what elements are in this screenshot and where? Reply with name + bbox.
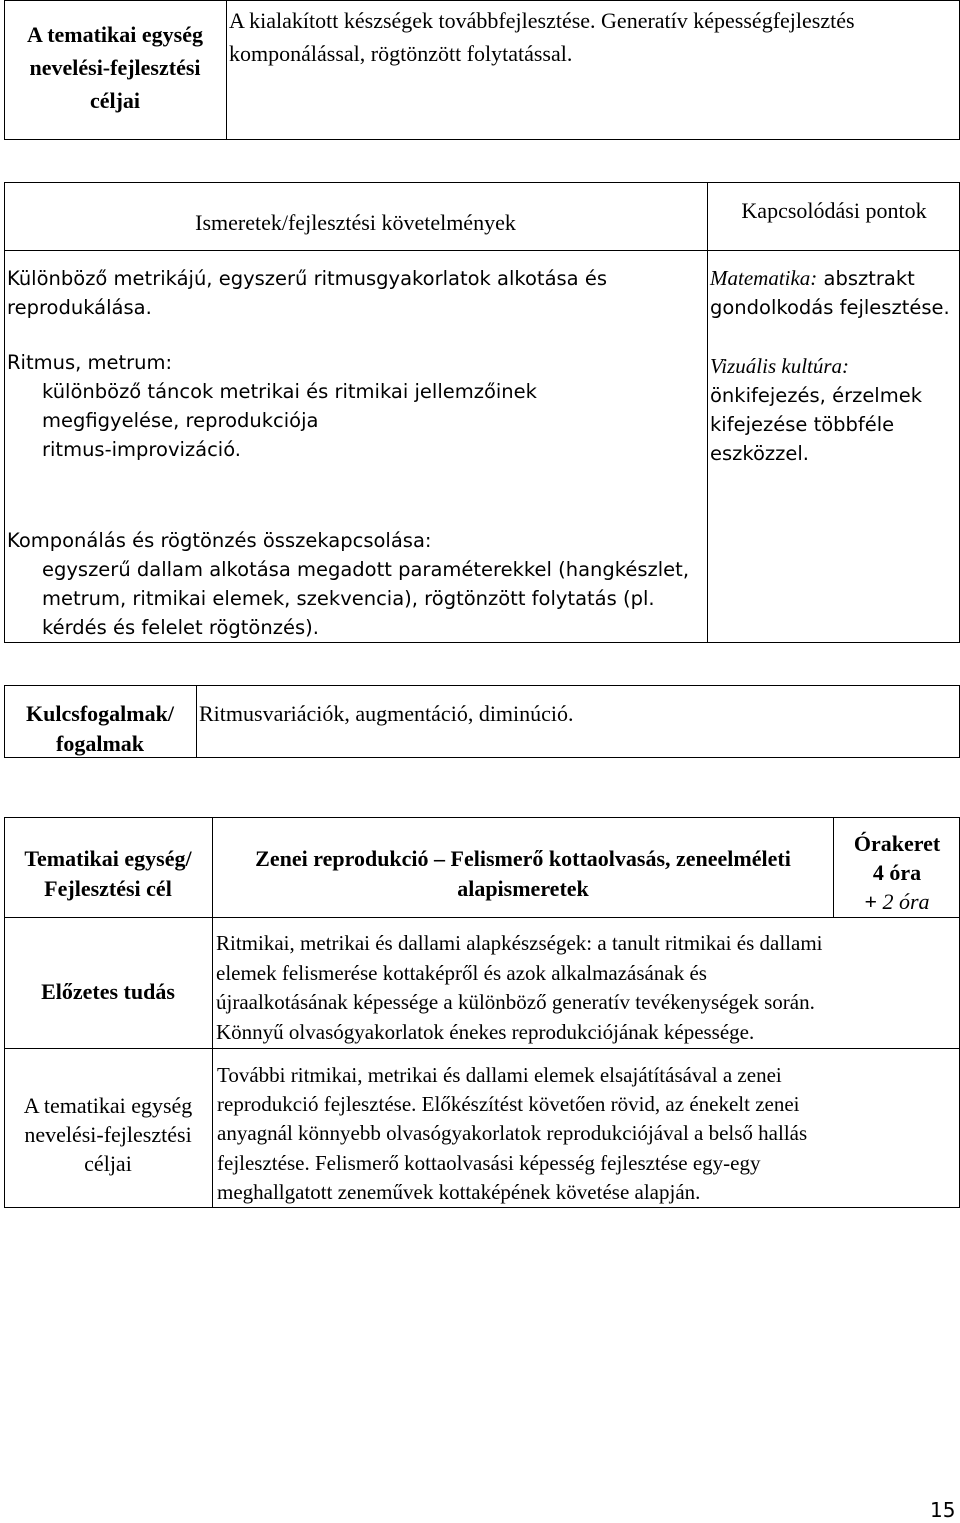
page-number: 15 — [930, 1498, 956, 1522]
prior-label: Előzetes tudás — [41, 979, 175, 1004]
goals-label: A tematikai egység nevelési-fejlesztési céljai — [27, 22, 203, 113]
unit-title: Zenei reprodukció – Felismerő kottaolvasás, zeneelméleti alapismeretek — [255, 846, 791, 901]
unit-prior-rule — [4, 1048, 960, 1049]
requirement-item-2: Ritmus, metrum: különböző táncok metrikai és ritmikai jellemzőinek megfigyelése, reprodukciója ritmus-improvizáció. — [7, 351, 537, 461]
goals-text: A kialakított készségek továbbfejlesztése. Generatív képességfejlesztés komponálással, rögtönzött folytatással. — [229, 8, 855, 66]
unit-goals-text: További ritmikai, metrikai és dallami elemek elsajátításával a zenei reprodukció fejlesztése. Előkészítést követően rövid, az énekelt zenei anyagnál könnyebb olvasógyakorlatok reprodukciójával a belső hallás fejlesztése. Felismerő kottaolvasási képesség fejlesztése egy-egy meghallgatott zeneművek kottaképének követése alapján. — [217, 1063, 808, 1204]
goals-table-divider — [226, 0, 227, 140]
connection-visual: Vizuális kultúra: önkifejezés, érzelmek kifejezése többféle eszközzel. — [710, 354, 923, 465]
requirements-divider — [707, 182, 708, 643]
keywords-text: Ritmusvariációk, augmentáció, diminúció. — [199, 701, 574, 726]
requirement-item-1: Különböző metrikájú, egyszerű ritmusgyakorlatok alkotása és reprodukálása. — [7, 267, 607, 319]
unit-header-rule — [4, 917, 960, 918]
keywords-label: Kulcsfogalmak/ fogalmak — [26, 701, 174, 756]
keywords-divider — [196, 685, 197, 758]
prior-text: Ritmikai, metrikai és dallami alapkészségek: a tanult ritmikai és dallami elemek felismerése kottaképről és azok alkalmazásának és újraalkotásának képessége a különböző generatív tevékenységek során. Könnyű olvasógyakorlatok énekes reprodukciójának képessége. — [216, 931, 823, 1044]
unit-goals-label: A tematikai egység nevelési-fejlesztési céljai — [23, 1093, 193, 1176]
connections-header: Kapcsolódási pontok — [741, 198, 927, 223]
hours-block: Órakeret 4 óra + 2 óra — [853, 831, 941, 914]
requirement-item-3: Komponálás és rögtönzés összekapcsolása: egyszerű dallam alkotása megadott paraméterekkel (hangkészlet, metrum, ritmikai elemek, szekvencia), rögtönzött folytatás (pl. kérdés és felelet rögtönzés). — [7, 529, 690, 639]
requirements-header: Ismeretek/fejlesztési követelmények — [195, 210, 516, 235]
requirements-header-rule — [4, 250, 960, 251]
unit-label: Tematikai egység/ Fejlesztési cél — [24, 846, 192, 901]
connection-math: Matematika: absztrakt gondolkodás fejlesztése. — [710, 266, 950, 319]
